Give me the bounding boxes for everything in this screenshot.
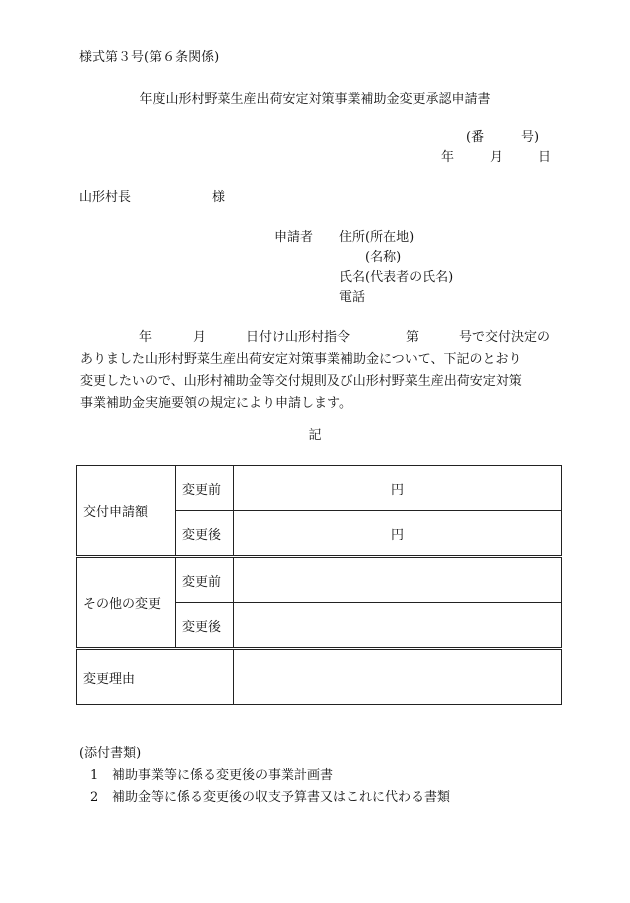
attachment-1-number: 1	[90, 768, 99, 783]
ki-heading: 記	[308, 428, 322, 443]
category-other-changes: その他の変更	[77, 557, 176, 649]
after-label: 変更後	[176, 511, 234, 557]
after-label: 変更後	[176, 603, 234, 649]
date-month: 月	[490, 150, 504, 165]
addressee-honorific: 様	[212, 190, 226, 205]
attachment-2-text: 補助金等に係る変更後の収支予算書又はこれに代わる書類	[112, 790, 451, 805]
paragraph-dai: 第	[406, 330, 420, 345]
paragraph-line-2: ありました山形村野菜生産出荷安定対策事業補助金について、下記のとおり	[80, 352, 522, 367]
change-reason-field[interactable]	[234, 649, 562, 705]
paragraph-line-4: 事業補助金実施要領の規定により申請します。	[80, 396, 352, 411]
page-title: 年度山形村野菜生産出荷安定対策事業補助金変更承認申請書	[139, 92, 491, 107]
table-row	[77, 649, 562, 705]
applicant-person-name: 氏名(代表者の氏名)	[339, 270, 454, 285]
paragraph-year: 年	[139, 330, 153, 345]
addressee-name: 山形村長	[79, 190, 132, 205]
category-grant-amount: 交付申請額	[77, 466, 176, 557]
doc-number-go: 号)	[521, 130, 540, 145]
paragraph-line-3: 変更したいので、山形村補助金等交付規則及び山形村野菜生産出荷安定対策	[80, 374, 522, 389]
table-row	[77, 466, 562, 511]
other-before-field[interactable]	[234, 557, 562, 603]
request-paragraph	[80, 327, 560, 415]
date-day: 日	[538, 150, 552, 165]
form-number: 様式第３号(第６条関係)	[79, 50, 220, 65]
change-table	[76, 465, 562, 705]
paragraph-month: 月	[193, 330, 207, 345]
table-row	[77, 557, 562, 603]
applicant-address: 住所(所在地)	[339, 230, 415, 245]
before-label: 変更前	[176, 466, 234, 511]
grant-after-field[interactable]: 円	[234, 511, 562, 557]
grant-before-field[interactable]: 円	[234, 466, 562, 511]
paragraph-go-rest: 号で交付決定の	[459, 330, 551, 345]
applicant-org-name: (名称)	[365, 250, 402, 265]
attachment-1-text: 補助事業等に係る変更後の事業計画書	[112, 768, 334, 783]
applicant-label: 申請者	[274, 230, 314, 245]
paragraph-day-directive: 日付け山形村指令	[246, 330, 351, 345]
attachment-2-number: 2	[90, 790, 99, 805]
date-year: 年	[441, 150, 455, 165]
attachments-heading: (添付書類)	[79, 746, 142, 761]
category-change-reason: 変更理由	[77, 649, 234, 705]
doc-number-open: (番	[466, 130, 485, 145]
applicant-phone: 電話	[339, 290, 366, 305]
other-after-field[interactable]	[234, 603, 562, 649]
paragraph-line-1	[80, 327, 560, 349]
before-label: 変更前	[176, 557, 234, 603]
